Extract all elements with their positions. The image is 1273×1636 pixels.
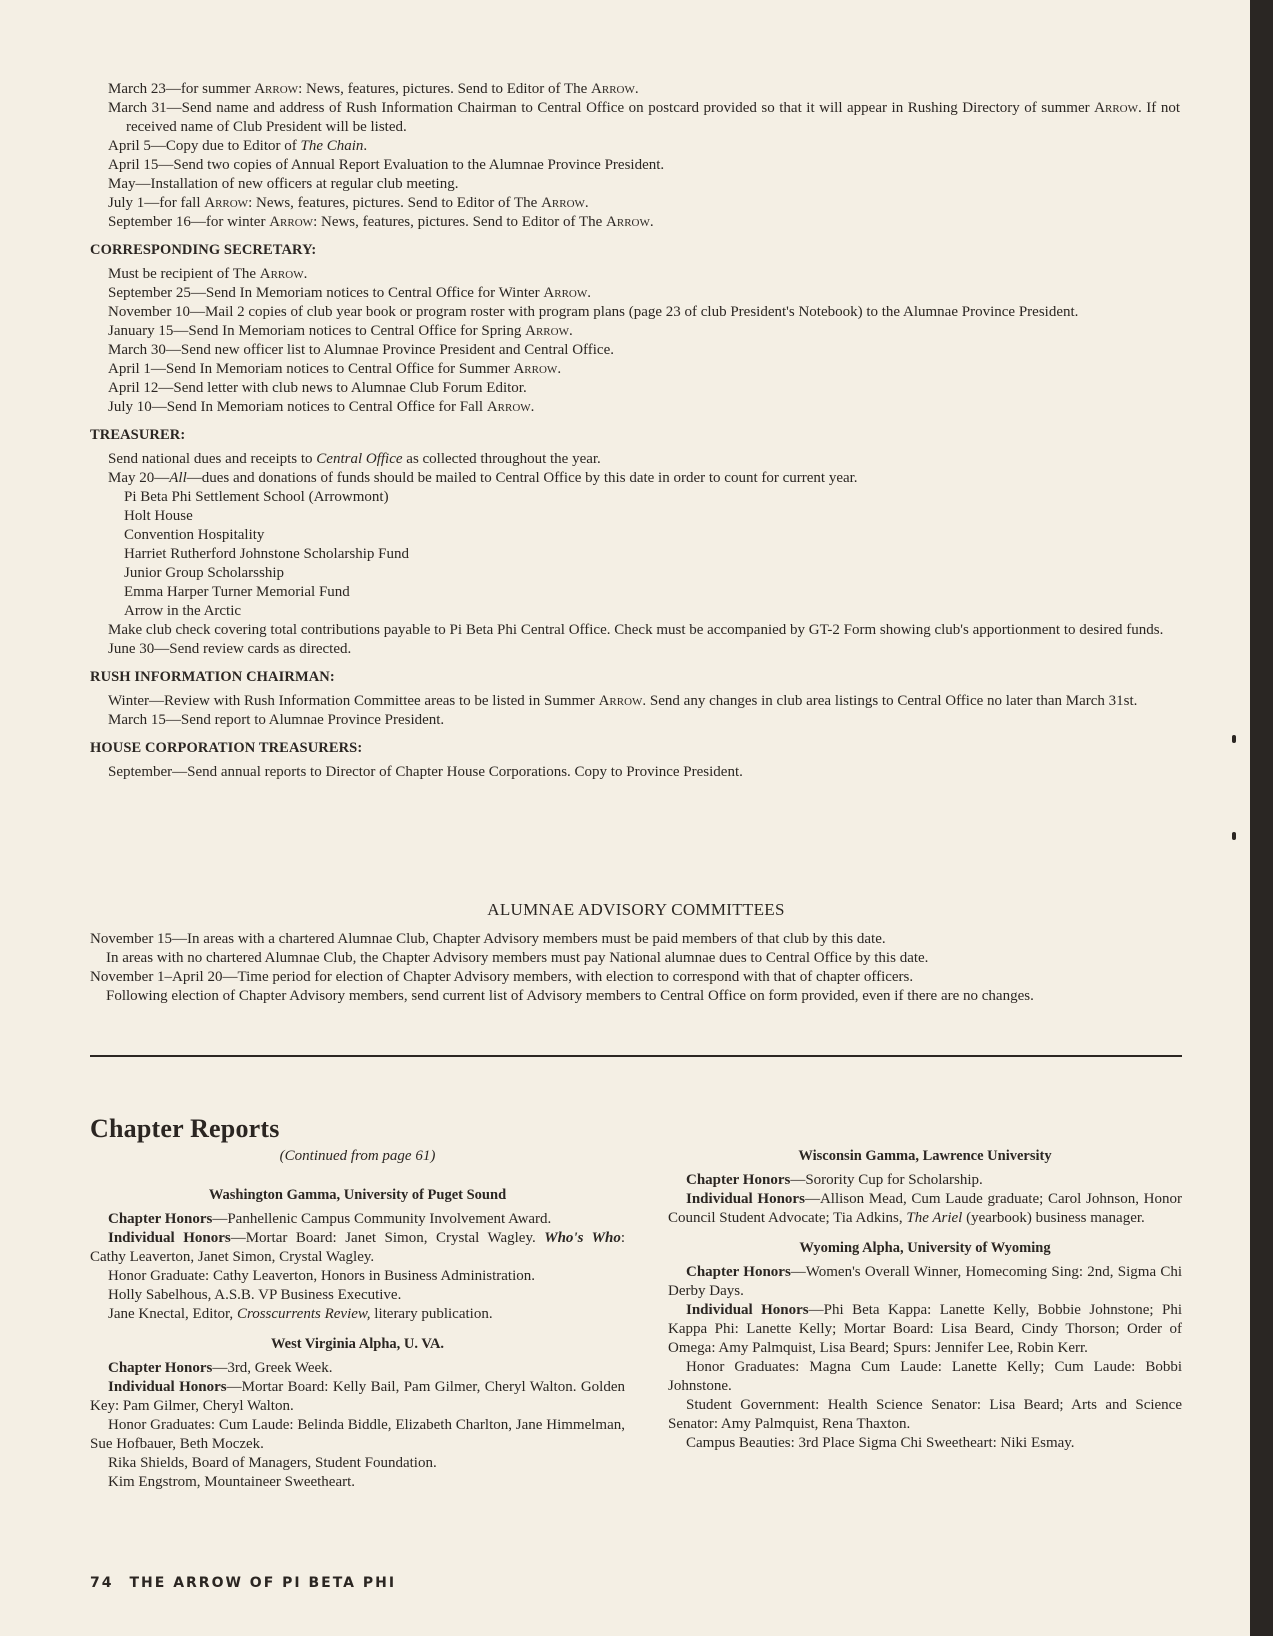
schedule-line: September—Send annual reports to Director of Chapter House Corporations. Copy to Province President. — [108, 764, 743, 780]
chapter-reports-title: Chapter Reports — [90, 1114, 280, 1143]
report-paragraph: Individual Honors—Allison Mead, Cum Laude graduate; Carol Johnson, Honor Council Student Advocate; Tia Adkins, The Ariel (yearbook) business manager. — [668, 1191, 1183, 1226]
report-paragraph: Chapter Honors—Panhellenic Campus Community Involvement Award. — [108, 1211, 552, 1227]
report-paragraph: Kim Engstrom, Mountaineer Sweetheart. — [108, 1474, 356, 1490]
chapter-heading: Wyoming Alpha, University of Wyoming — [799, 1240, 1051, 1256]
page-footer — [90, 1575, 396, 1591]
schedule-line: November 10—Mail 2 copies of club year book or program roster with program plans (page 23 of club President's Notebook) to the Alumnae Province President. — [108, 304, 1079, 320]
report-paragraph: Individual Honors—Phi Beta Kappa: Lanette Kelly, Bobbie Johnstone; Phi Kappa Phi: Lanette Kelly; Mortar Board: Lisa Beard, Cindy Thorson; Order of Omega: Amy Palmquist, Lisa Beard; Spurs: Jennifer Lee, Robin Kerr. — [668, 1302, 1182, 1356]
schedule-line: April 1—Send In Memoriam notices to Central Office for Summer Arrow. — [108, 361, 562, 377]
schedule-line: June 30—Send review cards as directed. — [108, 641, 352, 657]
schedule-line: September 16—for winter Arrow: News, features, pictures. Send to Editor of The Arrow. — [108, 214, 654, 230]
report-paragraph: Jane Knectal, Editor, Crosscurrents Review, literary publication. — [108, 1306, 493, 1322]
section-heading-corresponding-secretary: CORRESPONDING SECRETARY: — [90, 242, 317, 258]
schedule-line: July 1—for fall Arrow: News, features, pictures. Send to Editor of The Arrow. — [108, 195, 589, 211]
report-paragraph: Holly Sabelhous, A.S.B. VP Business Executive. — [108, 1287, 402, 1303]
alumnae-advisory-heading: ALUMNAE ADVISORY COMMITTEES — [487, 900, 785, 919]
fund-item: Emma Harper Turner Memorial Fund — [124, 584, 350, 600]
schedule-line: November 1–April 20—Time period for election of Chapter Advisory members, with election to correspond with that of chapter officers. — [90, 969, 914, 985]
report-paragraph: Rika Shields, Board of Managers, Student Foundation. — [108, 1455, 437, 1471]
report-paragraph: Campus Beauties: 3rd Place Sigma Chi Sweetheart: Niki Esmay. — [686, 1435, 1075, 1451]
schedule-line: Make club check covering total contributions payable to Pi Beta Phi Central Office. Check must be accompanied by GT-2 Form showing club's apportionment to desired funds. — [108, 622, 1164, 638]
report-paragraph: Chapter Honors—Sorority Cup for Scholarship. — [686, 1172, 983, 1188]
report-paragraph: Individual Honors—Mortar Board: Janet Simon, Crystal Wagley. Who's Who: Cathy Leaverton, Janet Simon, Crystal Wagley. — [90, 1230, 626, 1265]
report-paragraph: Student Government: Health Science Senator: Lisa Beard; Arts and Science Senator: Amy Palmquist, Rena Thaxton. — [668, 1397, 1182, 1432]
schedule-line: May—Installation of new officers at regular club meeting. — [108, 176, 459, 192]
section-heading-house-corporation-treasurers: HOUSE CORPORATION TREASURERS: — [90, 740, 363, 756]
report-paragraph: Chapter Honors—Women's Overall Winner, Homecoming Sing: 2nd, Sigma Chi Derby Days. — [668, 1264, 1183, 1299]
section-divider — [90, 1055, 1182, 1057]
officer-schedule — [90, 80, 1180, 782]
page-number: 74 — [90, 1575, 114, 1591]
scan-mark — [1232, 735, 1236, 743]
schedule-line: March 30—Send new officer list to Alumnae Province President and Central Office. — [108, 342, 614, 358]
report-paragraph: Honor Graduates: Cum Laude: Belinda Biddle, Elizabeth Charlton, Jane Himmelman, Sue Hofbauer, Beth Moczek. — [90, 1417, 625, 1452]
alumnae-advisory-section — [90, 900, 1182, 1006]
schedule-line: March 31—Send name and address of Rush Information Chairman to Central Office on postcard provided so that it will appear in Rushing Directory of summer Arrow. If not received name of Club President will be listed. — [108, 100, 1180, 135]
schedule-line: April 5—Copy due to Editor of The Chain. — [108, 138, 368, 154]
schedule-line: May 20—All—dues and donations of funds should be mailed to Central Office by this date in order to count for current year. — [108, 470, 858, 486]
section-heading-rush-information-chairman: RUSH INFORMATION CHAIRMAN: — [90, 669, 335, 685]
chapter-reports-left-column — [90, 1148, 625, 1492]
chapter-heading: Washington Gamma, University of Puget Sound — [208, 1187, 507, 1203]
schedule-line: July 10—Send In Memoriam notices to Central Office for Fall Arrow. — [108, 399, 535, 415]
fund-item: Junior Group Scholarsship — [124, 565, 284, 581]
schedule-line: In areas with no chartered Alumnae Club, the Chapter Advisory members must pay National alumnae dues to Central Office by this date. — [106, 950, 929, 966]
schedule-line: September 25—Send In Memoriam notices to Central Office for Winter Arrow. — [108, 285, 591, 301]
schedule-line: Send national dues and receipts to Central Office as collected throughout the year. — [108, 451, 601, 467]
chapter-heading: Wisconsin Gamma, Lawrence University — [798, 1148, 1052, 1164]
schedule-line: March 23—for summer Arrow: News, features, pictures. Send to Editor of The Arrow. — [108, 81, 639, 97]
schedule-line: January 15—Send In Memoriam notices to Central Office for Spring Arrow. — [108, 323, 573, 339]
schedule-line: Must be recipient of The Arrow. — [108, 266, 308, 282]
scan-mark — [1232, 832, 1236, 840]
fund-item: Convention Hospitality — [124, 527, 265, 543]
chapter-reports-right-column — [668, 1148, 1182, 1453]
schedule-line: Following election of Chapter Advisory members, send current list of Advisory members to Central Office on form provided, even if there are no changes. — [106, 988, 1034, 1004]
fund-item: Arrow in the Arctic — [124, 603, 242, 619]
chapter-heading: West Virginia Alpha, U. VA. — [270, 1336, 445, 1352]
continued-note: (Continued from page 61) — [279, 1148, 436, 1164]
report-paragraph: Individual Honors—Mortar Board: Kelly Bail, Pam Gilmer, Cheryl Walton. Golden Key: Pam Gilmer, Cheryl Walton. — [90, 1379, 625, 1414]
section-heading-treasurer: TREASURER: — [90, 427, 186, 443]
publication-name: THE ARROW OF PI BETA PHI — [129, 1575, 397, 1591]
schedule-line: Winter—Review with Rush Information Committee areas to be listed in Summer Arrow. Send any changes in club area listings to Central Office no later than March 31st. — [108, 693, 1138, 709]
schedule-line: April 12—Send letter with club news to Alumnae Club Forum Editor. — [108, 380, 527, 396]
fund-item: Harriet Rutherford Johnstone Scholarship Fund — [124, 546, 409, 562]
schedule-line: April 15—Send two copies of Annual Report Evaluation to the Alumnae Province President. — [108, 157, 665, 173]
schedule-line: March 15—Send report to Alumnae Province President. — [108, 712, 445, 728]
report-paragraph: Honor Graduate: Cathy Leaverton, Honors in Business Administration. — [108, 1268, 536, 1284]
schedule-line: November 15—In areas with a chartered Alumnae Club, Chapter Advisory members must be paid members of that club by this date. — [90, 931, 886, 947]
fund-item: Holt House — [124, 508, 193, 524]
fund-item: Pi Beta Phi Settlement School (Arrowmont) — [124, 489, 389, 505]
report-paragraph: Honor Graduates: Magna Cum Laude: Lanette Kelly; Cum Laude: Bobbi Johnstone. — [668, 1359, 1182, 1394]
report-paragraph: Chapter Honors—3rd, Greek Week. — [108, 1360, 333, 1376]
